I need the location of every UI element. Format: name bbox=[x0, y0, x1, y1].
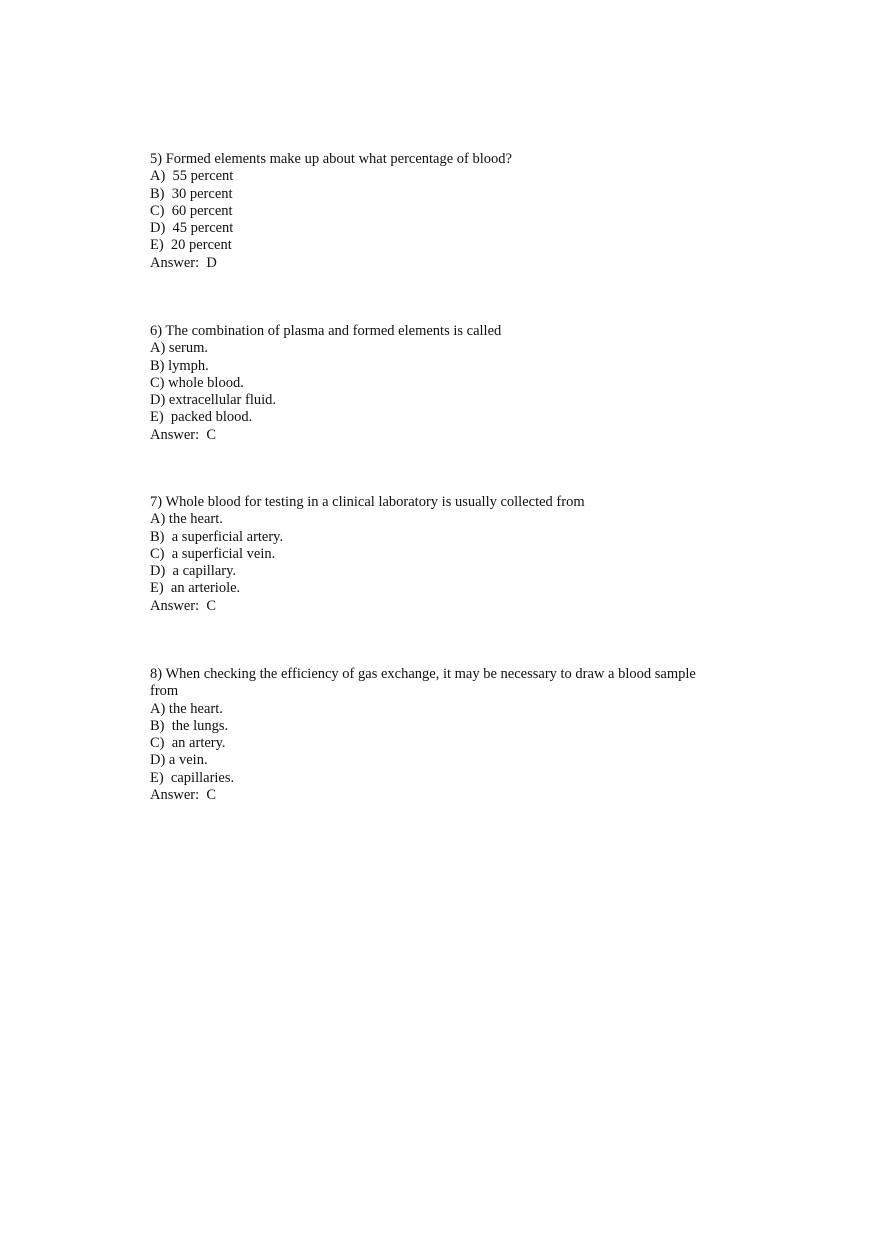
answer: Answer: D bbox=[150, 254, 217, 271]
answer: Answer: C bbox=[150, 597, 217, 614]
question-8 bbox=[150, 666, 730, 804]
option-b: B) a superficial artery. bbox=[150, 528, 284, 545]
question-5 bbox=[150, 151, 730, 272]
option-d: D) a vein. bbox=[150, 752, 208, 769]
option-c: C) 60 percent bbox=[150, 202, 233, 219]
option-c: C) whole blood. bbox=[150, 374, 244, 391]
option-a: A) the heart. bbox=[150, 511, 223, 528]
option-e: E) capillaries. bbox=[150, 769, 235, 786]
option-b: B) 30 percent bbox=[150, 185, 233, 202]
option-d: D) a capillary. bbox=[150, 563, 237, 580]
question-6 bbox=[150, 323, 730, 444]
option-b: B) lymph. bbox=[150, 357, 209, 374]
question-stem: 7) Whole blood for testing in a clinical laboratory is usually collected from bbox=[150, 494, 585, 510]
option-b: B) the lungs. bbox=[150, 717, 229, 734]
option-c: C) an artery. bbox=[150, 735, 226, 752]
question-stem-line-1: 8) When checking the efficiency of gas exchange, it may be necessary to draw a blood sample bbox=[150, 666, 696, 682]
option-d: D) 45 percent bbox=[150, 220, 234, 237]
option-e: E) 20 percent bbox=[150, 237, 232, 254]
option-a: A) 55 percent bbox=[150, 168, 234, 185]
option-c: C) a superficial vein. bbox=[150, 545, 276, 562]
option-e: E) an arteriole. bbox=[150, 580, 241, 597]
option-a: A) serum. bbox=[150, 340, 208, 357]
question-stem: 6) The combination of plasma and formed elements is called bbox=[150, 323, 502, 339]
question-7 bbox=[150, 494, 730, 615]
answer: Answer: C bbox=[150, 787, 217, 804]
option-a: A) the heart. bbox=[150, 700, 223, 717]
option-e: E) packed blood. bbox=[150, 409, 253, 426]
question-stem: 5) Formed elements make up about what percentage of blood? bbox=[150, 151, 512, 167]
option-d: D) extracellular fluid. bbox=[150, 392, 277, 409]
answer: Answer: C bbox=[150, 426, 217, 443]
question-stem-line-2: from bbox=[150, 683, 179, 700]
